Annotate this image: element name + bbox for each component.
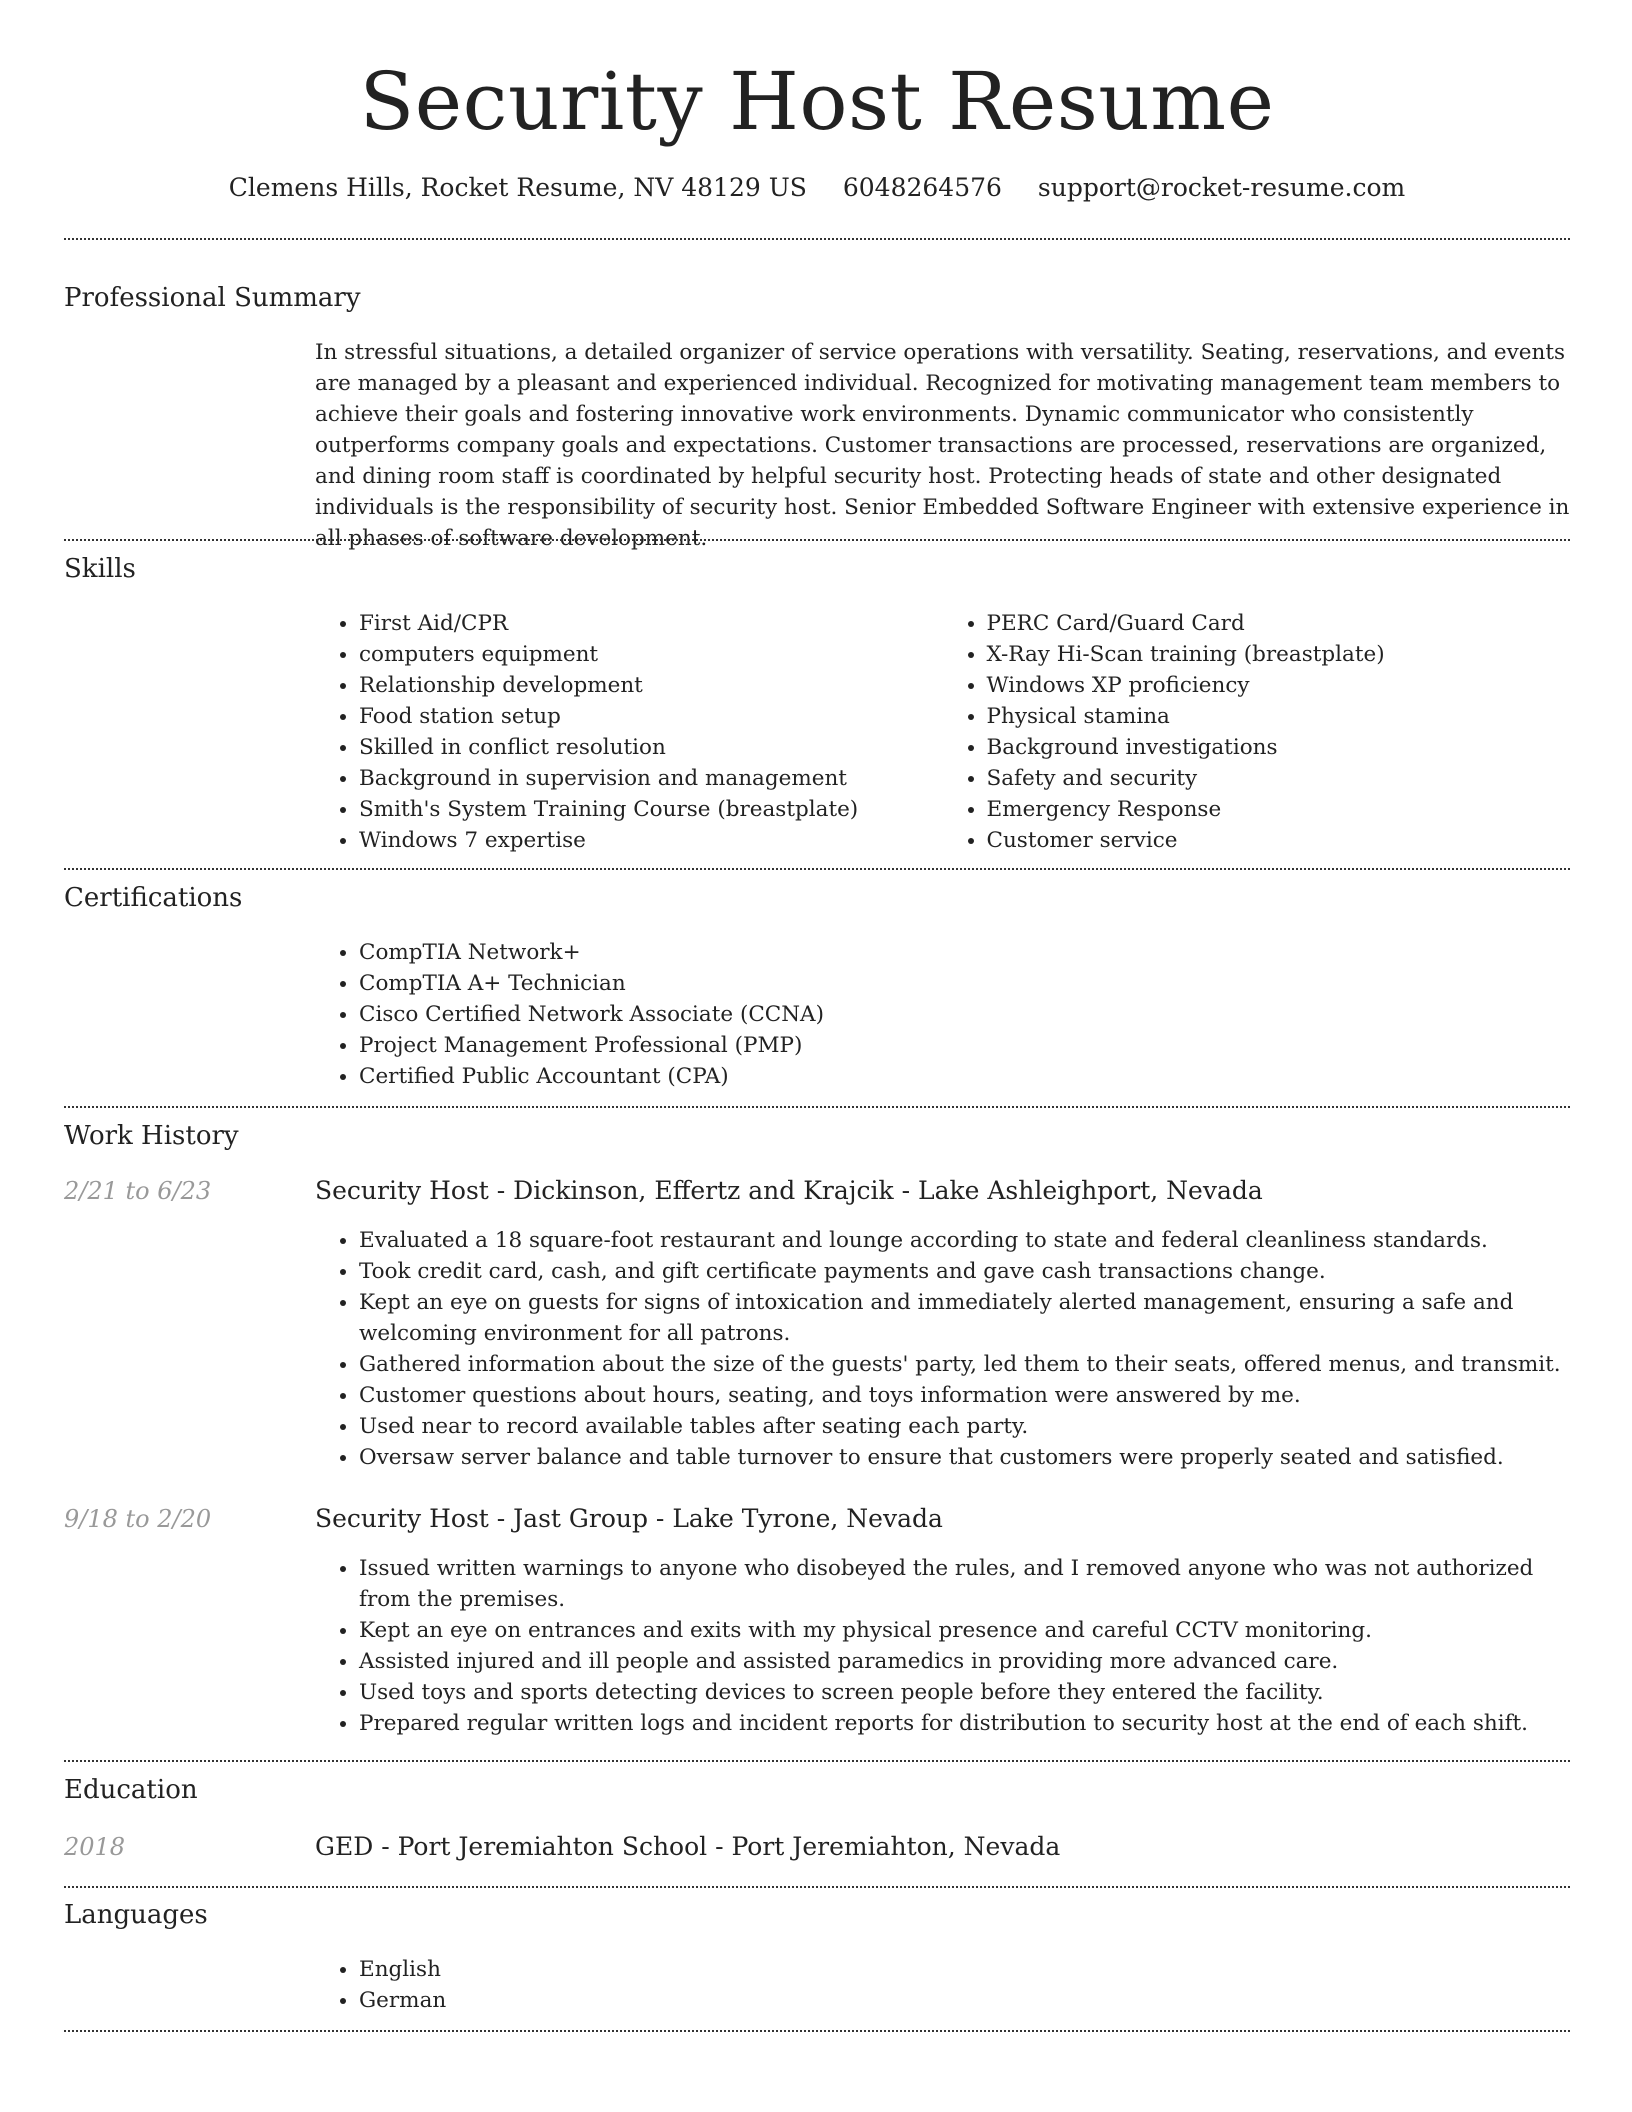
- list-item: • Relationship development: [359, 670, 943, 701]
- job-dates: 2/21 to 6/23: [64, 1177, 212, 1205]
- list-item: • Assisted injured and ill people and assisted paramedics in providing more advanced care.: [359, 1646, 1570, 1677]
- certifications-heading: Certifications: [64, 883, 243, 913]
- list-item: • PERC Card/Guard Card: [987, 608, 1571, 639]
- list-item: • Skilled in conflict resolution: [359, 732, 943, 763]
- list-item: • Certified Public Accountant (CPA): [359, 1061, 1570, 1092]
- list-item: • Took credit card, cash, and gift certificate payments and gave cash transactions change.: [359, 1256, 1570, 1287]
- resume-title: Security Host Resume: [359, 55, 1275, 148]
- list-item: • computers equipment: [359, 639, 943, 670]
- job-title: Security Host - Jast Group - Lake Tyrone, Nevada: [315, 1504, 943, 1533]
- certifications-list: [315, 937, 1570, 1092]
- list-item: • Evaluated a 18 square-foot restaurant and lounge according to state and federal cleanliness standards.: [359, 1225, 1570, 1256]
- list-item: • Background in supervision and management: [359, 763, 943, 794]
- languages-heading: Languages: [64, 1900, 208, 1930]
- job-details: [315, 1225, 1570, 1473]
- job-dates: 9/18 to 2/20: [64, 1505, 212, 1533]
- list-item: • Prepared regular written logs and incident reports for distribution to security host at the end of each shift.: [359, 1708, 1570, 1739]
- contact-line: [64, 170, 1570, 206]
- list-item: • CompTIA Network+: [359, 937, 1570, 968]
- list-item: • German: [359, 1985, 1570, 2016]
- certifications-section: [315, 937, 1570, 1092]
- skills-section: [315, 608, 1570, 856]
- list-item: • Used near to record available tables after seating each party.: [359, 1411, 1570, 1442]
- list-item: • Customer questions about hours, seating, and toys information were answered by me.: [359, 1380, 1570, 1411]
- job-details: [315, 1553, 1570, 1739]
- section-divider: [64, 868, 1570, 870]
- skills-list-left: [315, 608, 943, 856]
- list-item: • Food station setup: [359, 701, 943, 732]
- summary-text: In stressful situations, a detailed organizer of service operations with versatility. Seating, reservations, and events are managed by a pleasant and experienced individual. Recognized for motivating management team members to achieve their goals and fostering innovative work environments. Dynamic communicator who consistently outperforms company goals and expectations. Customer transactions are processed, reservations are organized, and dining room staff is coordinated by helpful security host. Protecting heads of state and other designated individuals is the responsibility of security host. Senior Embedded Software Engineer with extensive experience in all phases of software development.: [315, 340, 1570, 551]
- list-item: • Windows 7 expertise: [359, 825, 943, 856]
- list-item: • Cisco Certified Network Associate (CCNA): [359, 999, 1570, 1030]
- list-item: • Background investigations: [987, 732, 1571, 763]
- section-divider: [64, 1760, 1570, 1762]
- education-heading: Education: [64, 1775, 198, 1805]
- section-divider: [64, 1106, 1570, 1108]
- list-item: • Oversaw server balance and table turnover to ensure that customers were properly seated and satisfied.: [359, 1442, 1570, 1473]
- skills-heading: Skills: [64, 554, 136, 584]
- list-item: • Emergency Response: [987, 794, 1571, 825]
- languages-list: [315, 1954, 1570, 2016]
- list-item: • Windows XP proficiency: [987, 670, 1571, 701]
- list-item: • Kept an eye on guests for signs of intoxication and immediately alerted management, ensuring a safe and welcoming environment for all patrons.: [359, 1287, 1570, 1349]
- list-item: • Project Management Professional (PMP): [359, 1030, 1570, 1061]
- list-item: • Safety and security: [987, 763, 1571, 794]
- list-item: • First Aid/CPR: [359, 608, 943, 639]
- list-item: • CompTIA A+ Technician: [359, 968, 1570, 999]
- list-item: • Gathered information about the size of the guests' party, led them to their seats, offered menus, and transmit.: [359, 1349, 1570, 1380]
- job-bullets: [315, 1225, 1570, 1473]
- summary-section: [315, 337, 1570, 554]
- list-item: • Issued written warnings to anyone who disobeyed the rules, and I removed anyone who was not authorized from the premises.: [359, 1553, 1570, 1615]
- contact-phone: 6048264576: [842, 173, 1002, 202]
- education-title: GED - Port Jeremiahton School - Port Jeremiahton, Nevada: [315, 1832, 1061, 1861]
- section-divider: [64, 2030, 1570, 2032]
- languages-section: [315, 1954, 1570, 2016]
- section-divider: [64, 238, 1570, 240]
- work-heading: Work History: [64, 1121, 239, 1151]
- skills-list-right: [943, 608, 1571, 856]
- list-item: • Physical stamina: [987, 701, 1571, 732]
- section-divider: [64, 539, 1570, 541]
- contact-email: support@rocket-resume.com: [1037, 173, 1406, 202]
- list-item: • Kept an eye on entrances and exits with my physical presence and careful CCTV monitoring.: [359, 1615, 1570, 1646]
- section-divider: [64, 1886, 1570, 1888]
- list-item: • X-Ray Hi-Scan training (breastplate): [987, 639, 1571, 670]
- job-title: Security Host - Dickinson, Effertz and Krajcik - Lake Ashleighport, Nevada: [315, 1176, 1263, 1205]
- job-bullets: [315, 1553, 1570, 1739]
- list-item: • Used toys and sports detecting devices to screen people before they entered the facility.: [359, 1677, 1570, 1708]
- list-item: • Customer service: [987, 825, 1571, 856]
- list-item: • Smith's System Training Course (breastplate): [359, 794, 943, 825]
- contact-address: Clemens Hills, Rocket Resume, NV 48129 US: [228, 173, 807, 202]
- education-date: 2018: [64, 1833, 126, 1861]
- list-item: • English: [359, 1954, 1570, 1985]
- summary-heading: Professional Summary: [64, 283, 361, 313]
